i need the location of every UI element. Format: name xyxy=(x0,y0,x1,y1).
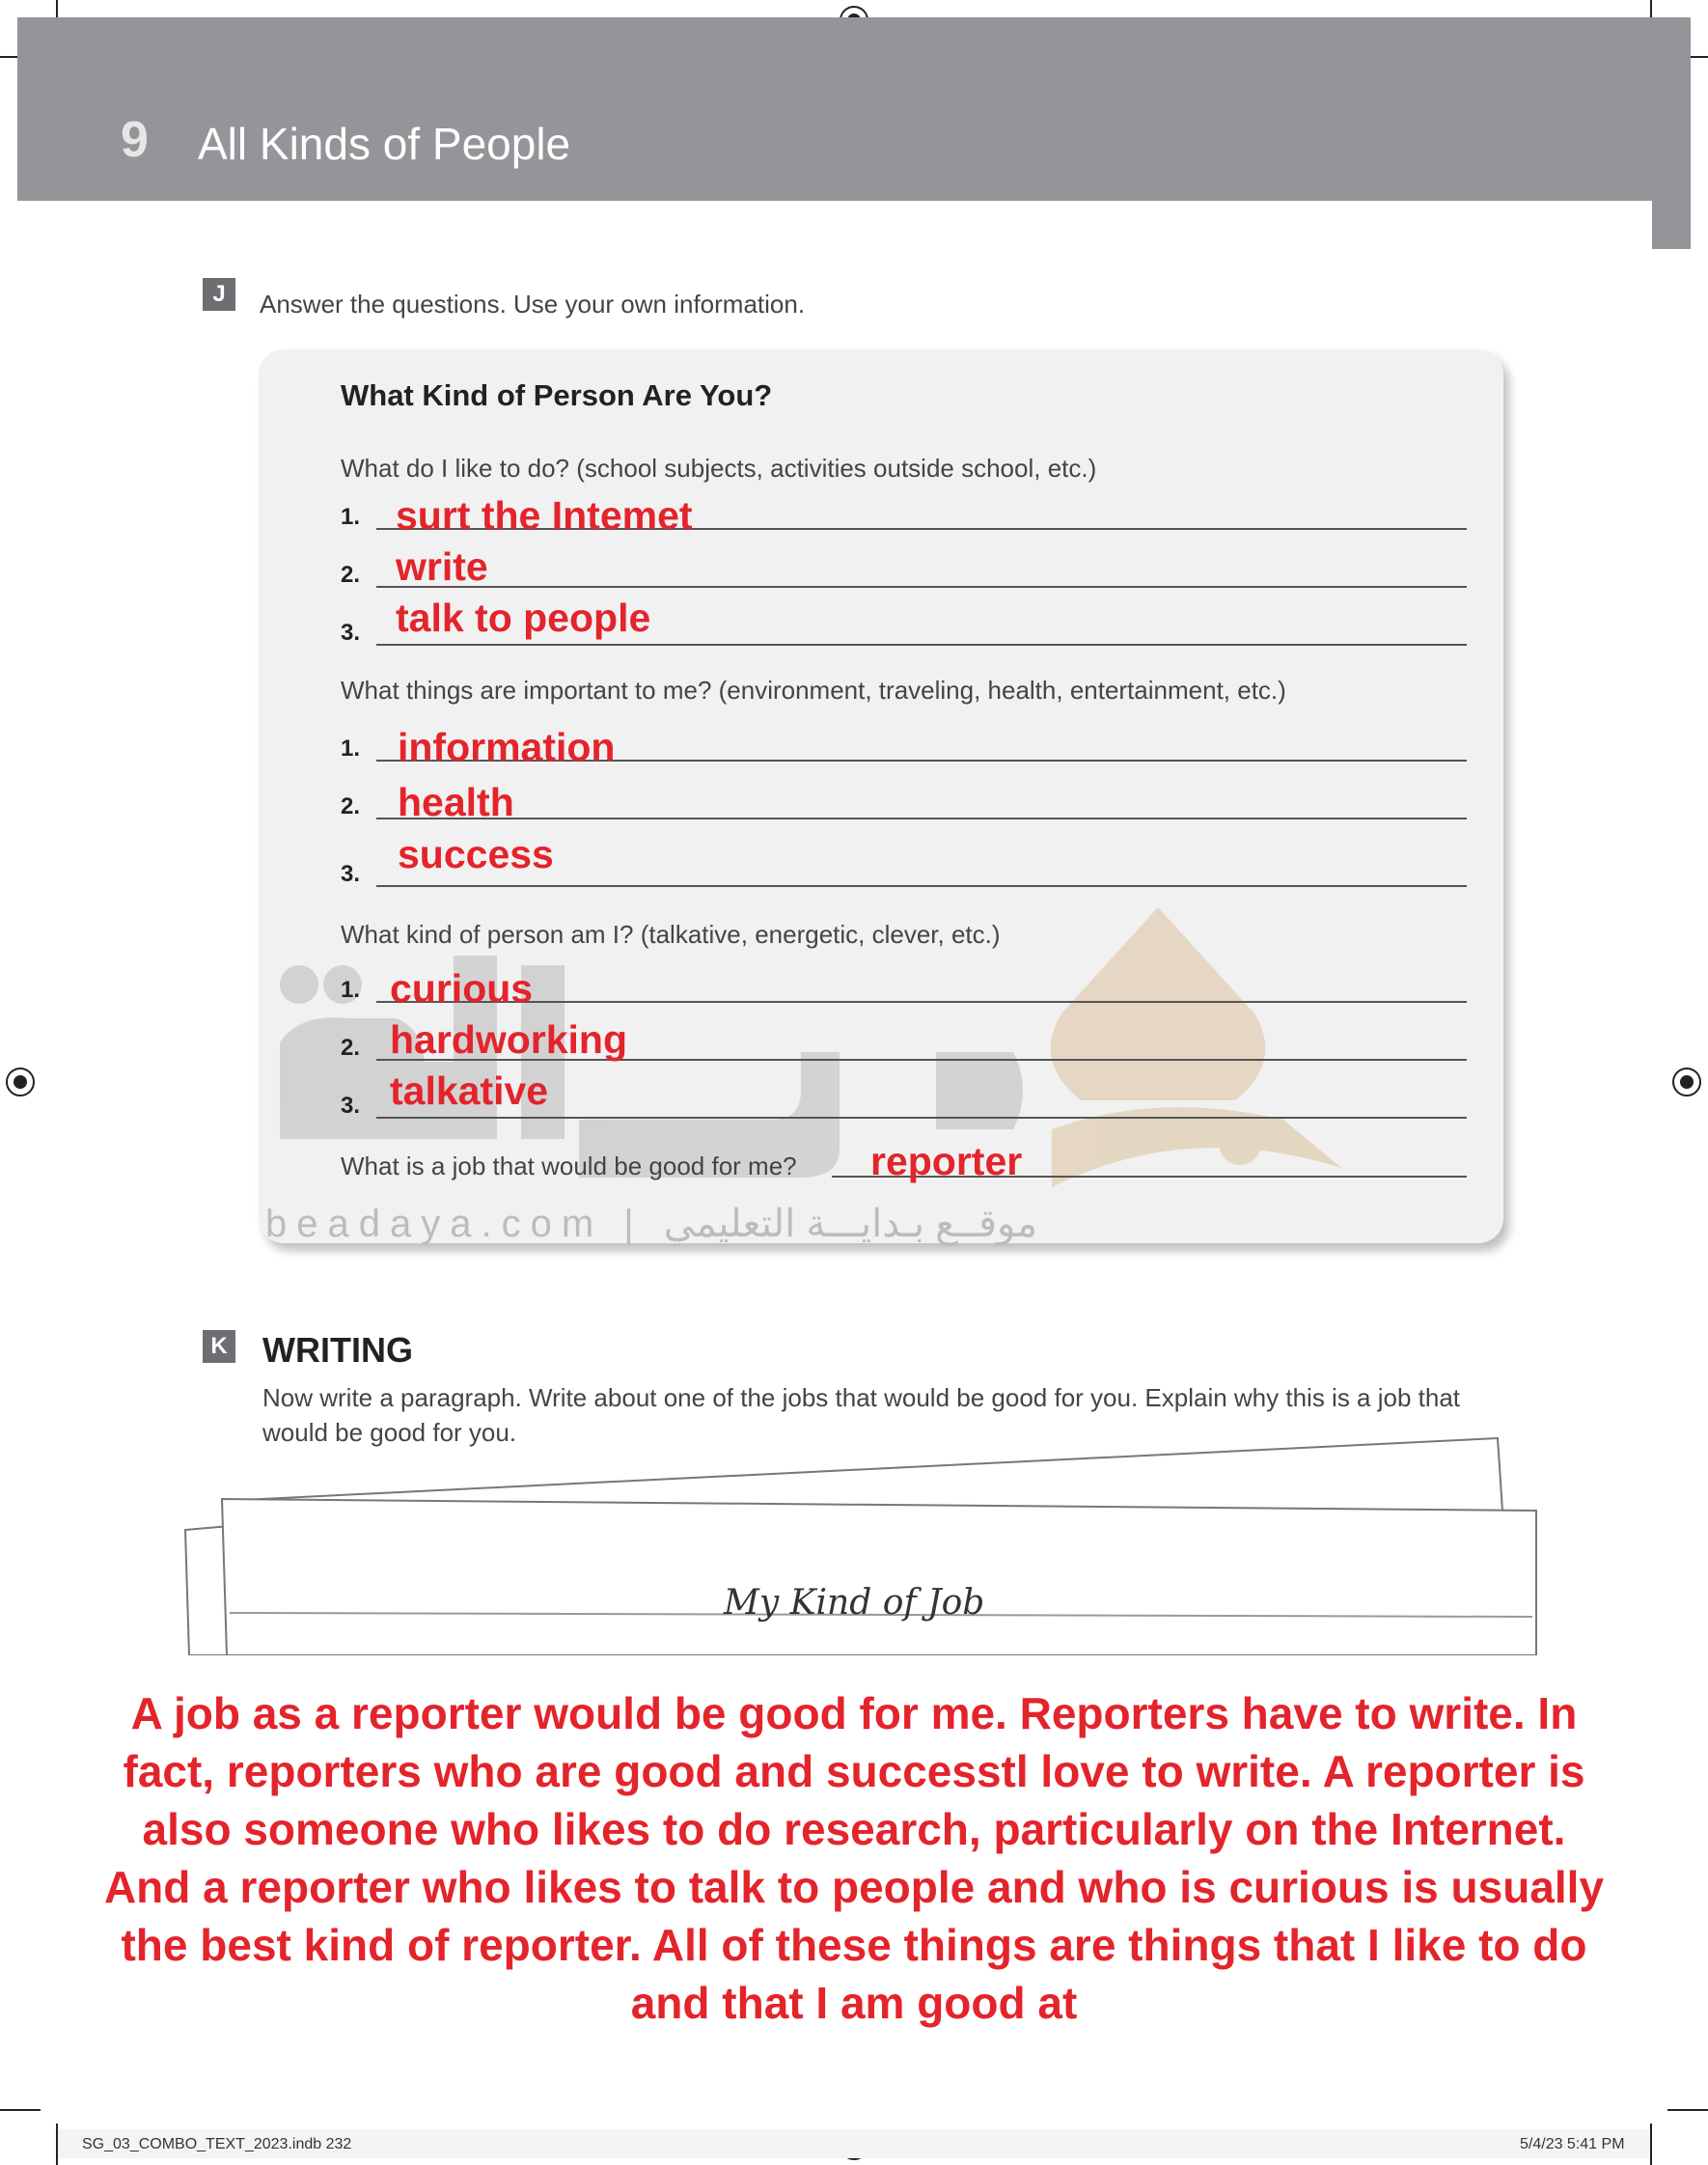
header-band xyxy=(17,17,1691,201)
item-number: 3. xyxy=(341,620,361,646)
paper-title: My Kind of Job xyxy=(724,1583,985,1623)
answer-line xyxy=(376,644,1467,646)
card-title: What Kind of Person Are You? xyxy=(341,378,773,412)
crop-mark xyxy=(0,2109,41,2111)
chapter-number: 9 xyxy=(121,112,149,168)
question-3-prompt: What kind of person am I? (talkative, energetic, clever, etc.) xyxy=(341,920,1001,949)
registration-mark-icon xyxy=(1672,1068,1701,1096)
question-1-prompt: What do I like to do? (school subjects, activities outside school, etc.) xyxy=(341,454,1097,483)
answer-paragraph[interactable]: A job as a reporter would be good for me. Reporters have to write. In fact, reporters who are good and successtl love to write. A reporter is also someone who likes to do research, particularly on the Internet. And a reporter who likes to talk to people and who is curious is usually the best kind of reporter. All of these things are things that I like to do and that I am good at xyxy=(103,1688,1605,2028)
question-4-prompt: What is a job that would be good for me? xyxy=(341,1152,797,1180)
answer-text[interactable]: reporter xyxy=(870,1139,1023,1183)
answer-text[interactable]: talk to people xyxy=(396,596,651,640)
answer-line xyxy=(376,1001,1467,1003)
answer-line xyxy=(376,586,1467,588)
crop-mark xyxy=(1667,2109,1708,2111)
answer-text[interactable]: health xyxy=(398,780,514,824)
section-j-letter: J xyxy=(203,278,235,311)
answer-line xyxy=(376,1117,1467,1119)
answer-text[interactable]: curious xyxy=(390,966,534,1011)
item-number: 3. xyxy=(341,1093,361,1119)
header-tab xyxy=(1652,201,1691,249)
section-k-heading: WRITING xyxy=(262,1330,413,1370)
item-number: 1. xyxy=(341,977,361,1003)
item-number: 1. xyxy=(341,736,361,762)
answer-text[interactable]: write xyxy=(396,544,488,589)
item-number: 1. xyxy=(341,504,361,530)
answer-line xyxy=(376,818,1467,819)
answer-text[interactable]: success xyxy=(398,832,554,876)
footer-file-info: SG_03_COMBO_TEXT_2023.indb 232 xyxy=(82,2136,352,2152)
registration-mark-icon xyxy=(6,1068,35,1096)
item-number: 2. xyxy=(341,562,361,588)
question-2-prompt: What things are important to me? (environment, traveling, health, entertainment, etc.) xyxy=(341,676,1286,705)
answer-text[interactable]: information xyxy=(398,725,616,769)
item-number: 2. xyxy=(341,793,361,819)
answer-text[interactable]: surt the Intemet xyxy=(396,493,693,538)
item-number: 2. xyxy=(341,1035,361,1061)
section-k-letter: K xyxy=(203,1330,235,1363)
answer-text[interactable]: hardworking xyxy=(390,1017,628,1062)
answer-line xyxy=(376,885,1467,887)
watermark-text: beadaya.com | موقــع بـدايـــة التعليمي xyxy=(265,1203,1038,1245)
section-j-instruction: Answer the questions. Use your own information. xyxy=(260,290,806,319)
chapter-title: All Kinds of People xyxy=(198,119,571,169)
footer-timestamp: 5/4/23 5:41 PM xyxy=(1520,2136,1625,2152)
answer-text[interactable]: talkative xyxy=(390,1069,549,1113)
section-k-instruction: Now write a paragraph. Write about one of the jobs that would be good for you. Explain why this is a job that would be good for you. xyxy=(262,1383,1461,1447)
crop-mark xyxy=(1650,2123,1652,2165)
item-number: 3. xyxy=(341,861,361,887)
